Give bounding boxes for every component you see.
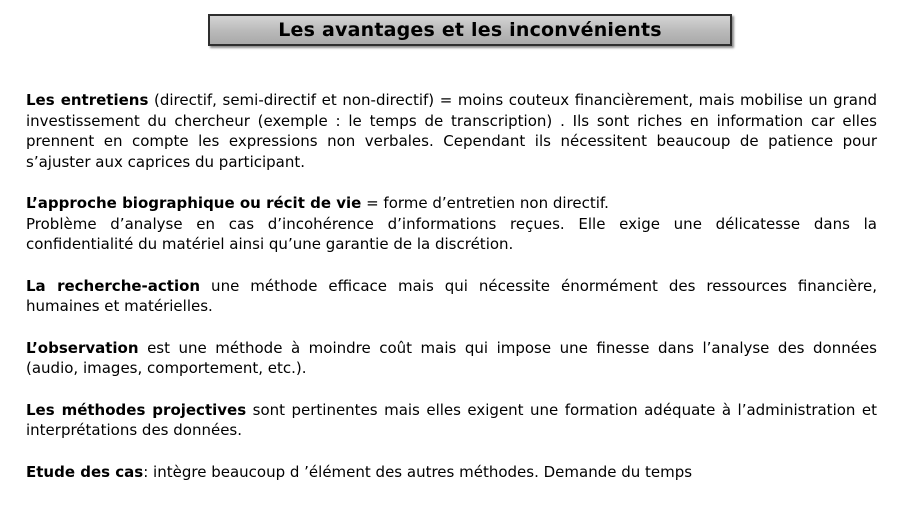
title-banner [208,14,732,46]
paragraph-etude-cas [26,462,877,483]
paragraph-entretiens [26,90,877,172]
term-observation: L’observation [26,338,139,357]
term-etude-cas: Etude des cas [26,462,144,481]
paragraph-projectives [26,400,877,441]
term-projectives: Les méthodes projectives [26,400,247,419]
paragraph-observation [26,338,877,379]
body-biographique: = forme d’entretien non directif. [361,194,609,212]
page-title: Les avantages et les inconvénients [278,19,662,41]
body-recherche-action: une méthode efficace mais qui nécessite énormément des ressources financière, humaines et matérielles. [26,276,877,315]
paragraph-biographique [26,193,877,255]
term-biographique: L’approche biographique ou récit de vie [26,194,362,212]
term-recherche-action: La recherche-action [26,276,201,295]
body-etude-cas: : intègre beaucoup d ’élément des autres méthodes. Demande du temps [143,462,693,481]
body-observation: est une méthode à moindre coût mais qui impose une finesse dans l’analyse des données (audio, images, comportement, etc.). [26,338,877,377]
body-projectives: sont pertinentes mais elles exigent une formation adéquate à l’administration et interprétations des données. [26,400,877,439]
body-entretiens: (directif, semi-directif et non-directif) = moins couteux financièrement, mais mobilise un grand investissement du chercheur (exemple : le temps de transcription) . Ils sont riches en information car elles prennent en compte les expressions non verbales. Cependant ils nécessitent beaucoup de patience pour s’ajuster aux caprices du participant. [26,91,877,171]
body-biographique-second-line: Problème d’analyse en cas d’incohérence d’informations reçues. Elle exige une délicatesse dans la confidentialité du matériel ainsi qu’une garantie de la discrétion. [26,214,877,253]
slide-content [26,90,877,503]
term-entretiens: Les entretiens [26,91,149,109]
paragraph-recherche-action [26,276,877,317]
